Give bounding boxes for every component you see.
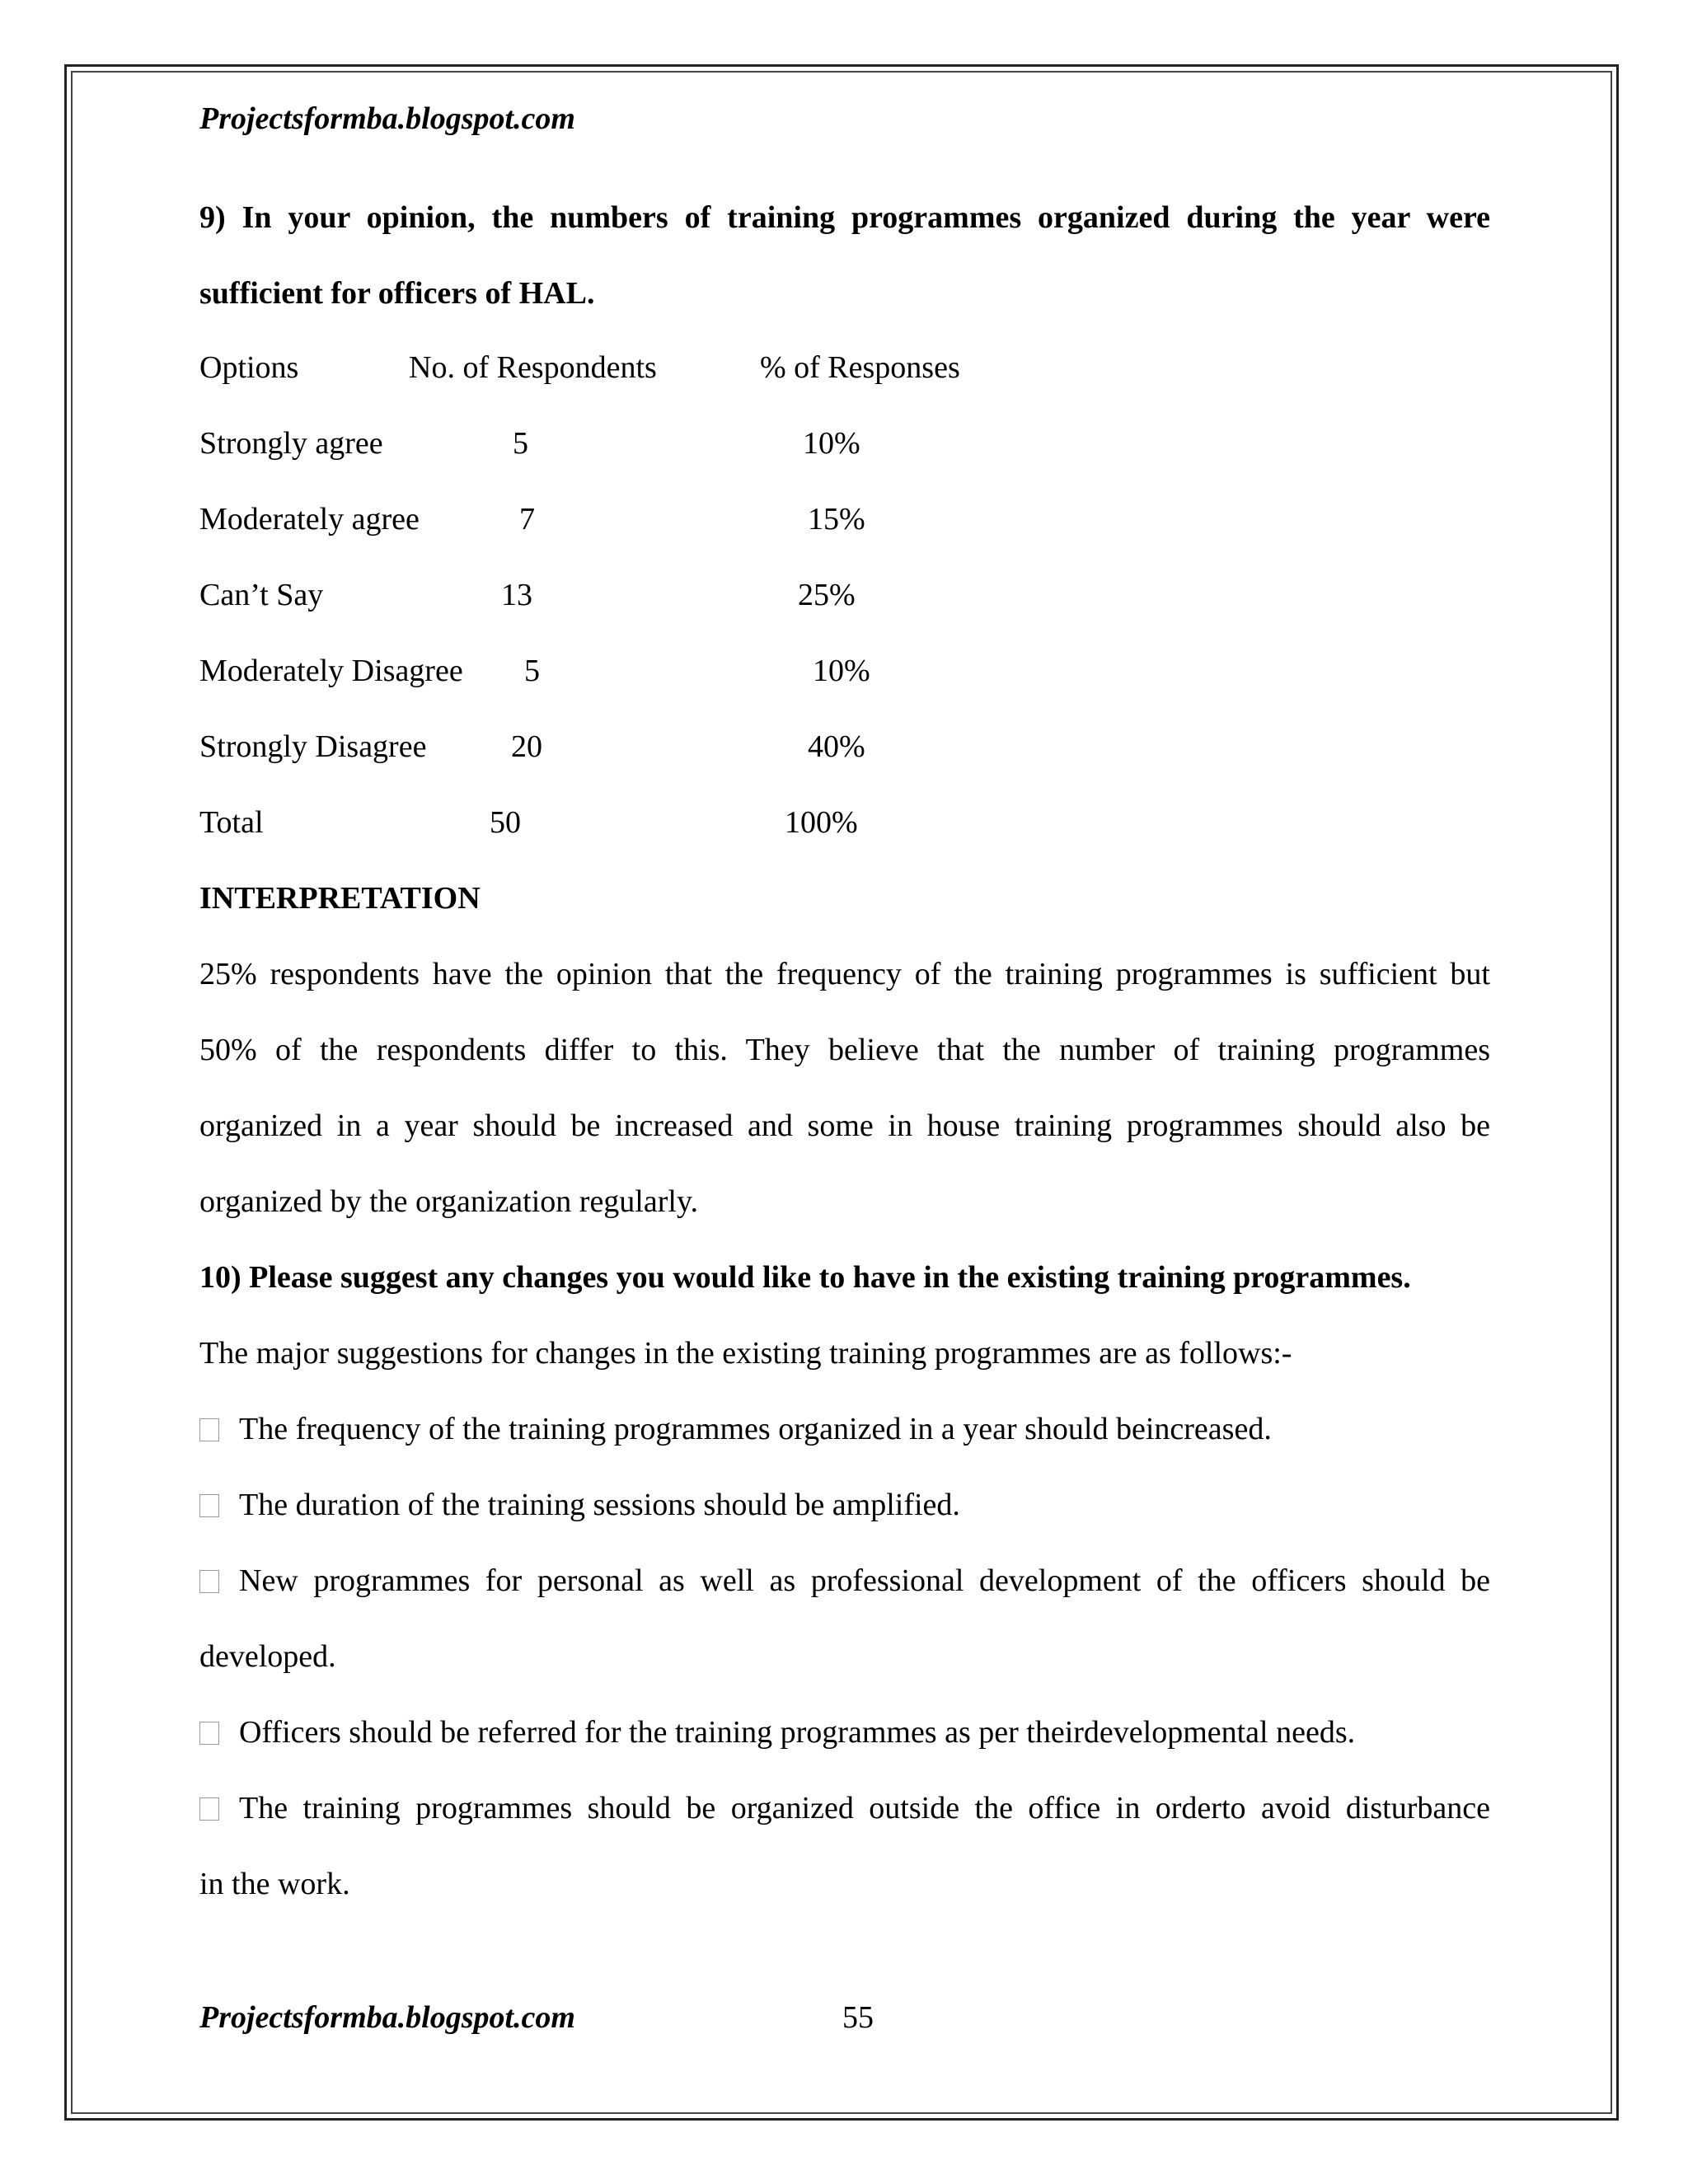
interpretation-line-1: 25% respondents have the opinion that the frequency of the training programmes is sufficient but bbox=[199, 957, 1490, 991]
footer-site-name: Projectsformba.blogspot.com bbox=[199, 2000, 575, 2035]
question-9-line-2: sufficient for officers of HAL. bbox=[199, 276, 595, 311]
table-header-percent: % of Responses bbox=[760, 350, 960, 385]
list-item-continuation: in the work. bbox=[199, 1867, 350, 1901]
table-cell-count: 20 bbox=[511, 729, 542, 764]
list-item-text: The duration of the training sessions should be amplified. bbox=[239, 1488, 960, 1522]
table-cell-count: 5 bbox=[513, 426, 528, 461]
interpretation-line-3: organized in a year should be increased and some in house training programmes should also be bbox=[199, 1108, 1490, 1143]
header-site-name: Projectsformba.blogspot.com bbox=[199, 101, 575, 136]
table-cell-count: 50 bbox=[490, 805, 521, 840]
list-item-text: Officers should be referred for the training programmes as per theirdevelopmental needs. bbox=[239, 1715, 1356, 1750]
bullet-box-icon bbox=[199, 1570, 219, 1593]
list-item bbox=[199, 1790, 1490, 1826]
list-item bbox=[199, 1714, 1355, 1750]
table-header-options: Options bbox=[199, 350, 299, 385]
bullet-box-icon bbox=[199, 1494, 219, 1517]
table-cell-option: Total bbox=[199, 805, 264, 840]
interpretation-line-2: 50% of the respondents differ to this. They believe that the number of training programmes bbox=[199, 1033, 1490, 1067]
table-cell-percent: 10% bbox=[803, 426, 860, 461]
table-cell-count: 5 bbox=[524, 654, 540, 688]
bullet-box-icon bbox=[199, 1722, 219, 1745]
table-cell-percent: 25% bbox=[798, 578, 856, 612]
list-item bbox=[199, 1563, 1490, 1599]
table-cell-option: Moderately Disagree bbox=[199, 654, 463, 688]
table-cell-percent: 40% bbox=[808, 729, 865, 764]
page-number: 55 bbox=[842, 2000, 874, 2035]
question-9-line-1: 9) In your opinion, the numbers of training programmes organized during the year were bbox=[199, 200, 1490, 235]
list-item bbox=[199, 1487, 960, 1523]
table-cell-count: 13 bbox=[501, 578, 532, 612]
table-cell-percent: 100% bbox=[785, 805, 858, 840]
list-item-text: The training programmes should be organized outside the office in orderto avoid disturbance bbox=[239, 1791, 1490, 1825]
bullet-box-icon bbox=[199, 1797, 219, 1821]
list-item-text: New programmes for personal as well as professional development of the officers should be bbox=[239, 1563, 1490, 1598]
bullet-box-icon bbox=[199, 1418, 219, 1441]
table-cell-option: Strongly Disagree bbox=[199, 729, 427, 764]
question-10-title: 10) Please suggest any changes you would like to have in the existing training programmes. bbox=[199, 1260, 1411, 1295]
table-cell-percent: 10% bbox=[813, 654, 870, 688]
table-cell-option: Strongly agree bbox=[199, 426, 383, 461]
table-cell-option: Can’t Say bbox=[199, 578, 324, 612]
table-cell-option: Moderately agree bbox=[199, 502, 420, 537]
table-header-respondents: No. of Respondents bbox=[409, 350, 657, 385]
list-item bbox=[199, 1411, 1272, 1447]
interpretation-heading: INTERPRETATION bbox=[199, 881, 481, 916]
table-cell-count: 7 bbox=[519, 502, 535, 537]
list-item-text: The frequency of the training programmes organized in a year should beincreased. bbox=[239, 1412, 1272, 1446]
list-item-continuation: developed. bbox=[199, 1639, 336, 1674]
table-cell-percent: 15% bbox=[808, 502, 865, 537]
question-10-intro: The major suggestions for changes in the existing training programmes are as follows:- bbox=[199, 1336, 1292, 1371]
interpretation-line-4: organized by the organization regularly. bbox=[199, 1184, 698, 1219]
